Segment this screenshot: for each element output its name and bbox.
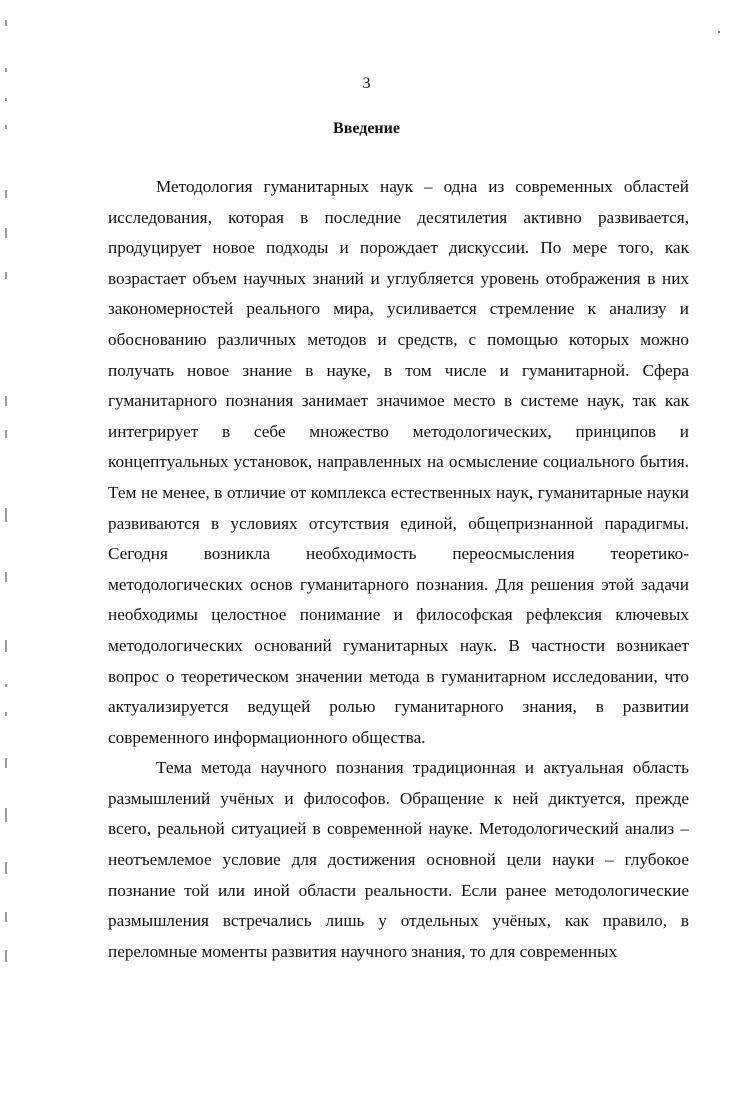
- page-number: 3: [362, 75, 371, 92]
- scan-speck: [718, 31, 720, 33]
- section-heading: Введение: [333, 120, 400, 137]
- body-text: [108, 172, 689, 967]
- scan-edge-marks: [0, 0, 14, 1100]
- paragraph: Методология гуманитарных наук – одна из современных областей исследования, которая в последние десятилетия активно развивается, продуцирует новое подходы и порождает дискуссии. По мере того, как возрастает объем научных знаний и углубляется уровень отображения в них закономерностей реального мира, усиливается стремление к анализу и обоснованию различных методов и средств, с помощью которых можно получать новое знание в науке, в том числе и гуманитарной. Сфера гуманитарного познания занимает значимое место в системе наук, так как интегрирует в себе множество методологических, принципов и концептуальных установок, направленных на осмысление социального бытия. Тем не менее, в отличие от комплекса естественных наук, гуманитарные науки развиваются в условиях отсутствия единой, общепризнанной парадигмы. Сегодня возникла необходимость переосмысления теоретико-методологических основ гуманитарного познания. Для решения этой задачи необходимы целостное понимание и философская рефлексия ключевых методологических оснований гуманитарных наук. В частности возникает вопрос о теоретическом значении метода в гуманитарном исследовании, что актуализируется ведущей ролью гуманитарного знания, в развитии современного информационного общества.: [108, 177, 689, 747]
- paragraph: Тема метода научного познания традиционная и актуальная область размышлений учёных и философов. Обращение к ней диктуется, прежде всего, реальной ситуацией в современной науке. Методологический анализ – неотъемлемое условие для достижения основной цели науки – глубокое познание той или иной области реальности. Если ранее методологические размышления встречались лишь у отдельных учёных, как правило, в переломные моменты развития научного знания, то для современных: [108, 758, 689, 961]
